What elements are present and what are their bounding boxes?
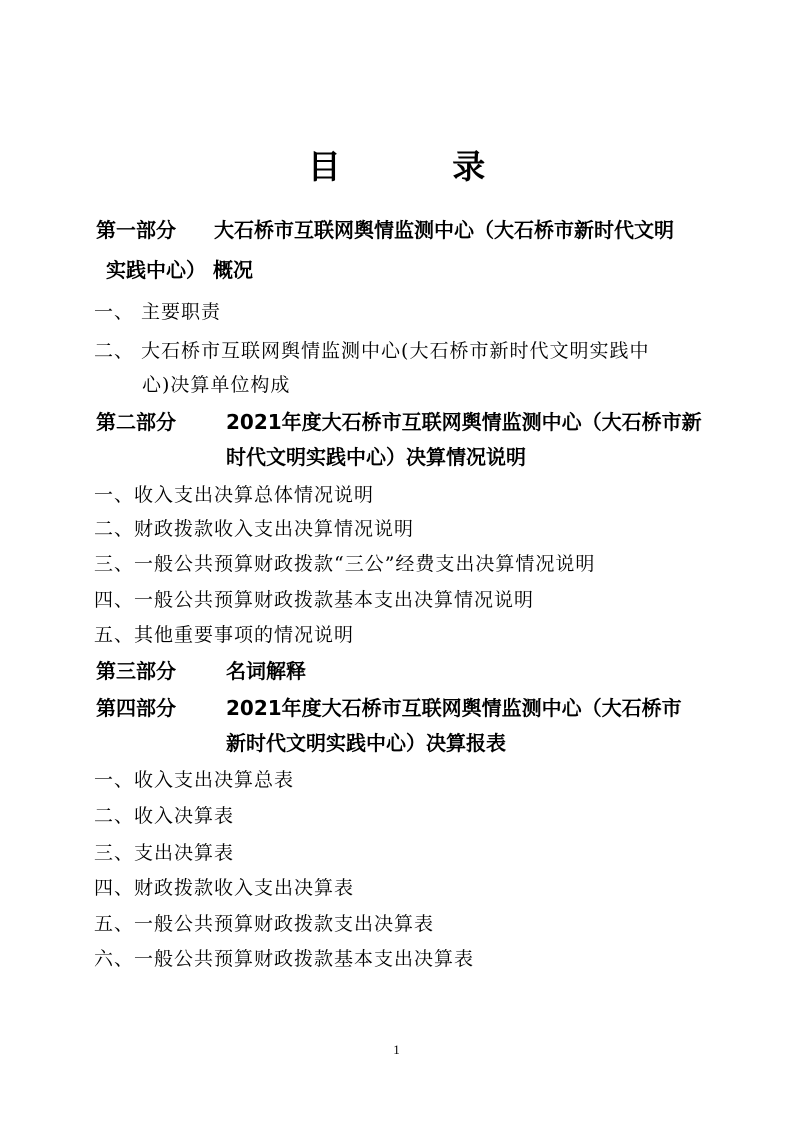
part4-title-line1: 2021年度大石桥市互联网舆情监测中心（大石桥市 [226, 696, 682, 720]
part4-item: 四、财政拨款收入支出决算表 [94, 877, 355, 899]
part4-item: 三、支出决算表 [94, 842, 235, 864]
part4-item: 五、一般公共预算财政拨款支出决算表 [94, 913, 435, 935]
part4-item: 一、收入支出决算总表 [94, 769, 295, 791]
part2-item: 二、财政拨款收入支出决算情况说明 [94, 518, 415, 540]
part1-item-continuation: 心)决算单位构成 [142, 374, 291, 396]
page-number: 1 [393, 1042, 400, 1057]
part2-label: 第二部分 [96, 410, 176, 434]
part2-title-line2: 时代文明实践中心）决算情况说明 [226, 445, 526, 469]
part2-item: 五、其他重要事项的情况说明 [94, 624, 355, 646]
part2-item: 一、收入支出决算总体情况说明 [94, 484, 375, 506]
part1-item: 二、 大石桥市互联网舆情监测中心(大石桥市新时代文明实践中 [94, 340, 650, 362]
part2-item: 四、一般公共预算财政拨款基本支出决算情况说明 [94, 589, 535, 611]
part2-title-line1: 2021年度大石桥市互联网舆情监测中心（大石桥市新 [226, 410, 702, 434]
part1-title-line1: 大石桥市互联网舆情监测中心（大石桥市新时代文明 [214, 218, 674, 242]
part1-item: 一、 主要职责 [94, 301, 222, 323]
part3-title: 名词解释 [226, 659, 306, 683]
part1-title-line2: 实践中心） 概况 [106, 258, 253, 282]
part4-item: 六、一般公共预算财政拨款基本支出决算表 [94, 948, 475, 970]
document-title: 目 录 [307, 147, 536, 186]
part4-label: 第四部分 [96, 696, 176, 720]
part4-title-line2: 新时代文明实践中心）决算报表 [226, 731, 506, 755]
part4-item: 二、收入决算表 [94, 805, 235, 827]
part3-label: 第三部分 [96, 659, 176, 683]
part1-label: 第一部分 [96, 218, 176, 242]
part2-item: 三、一般公共预算财政拨款“三公”经费支出决算情况说明 [94, 553, 596, 575]
